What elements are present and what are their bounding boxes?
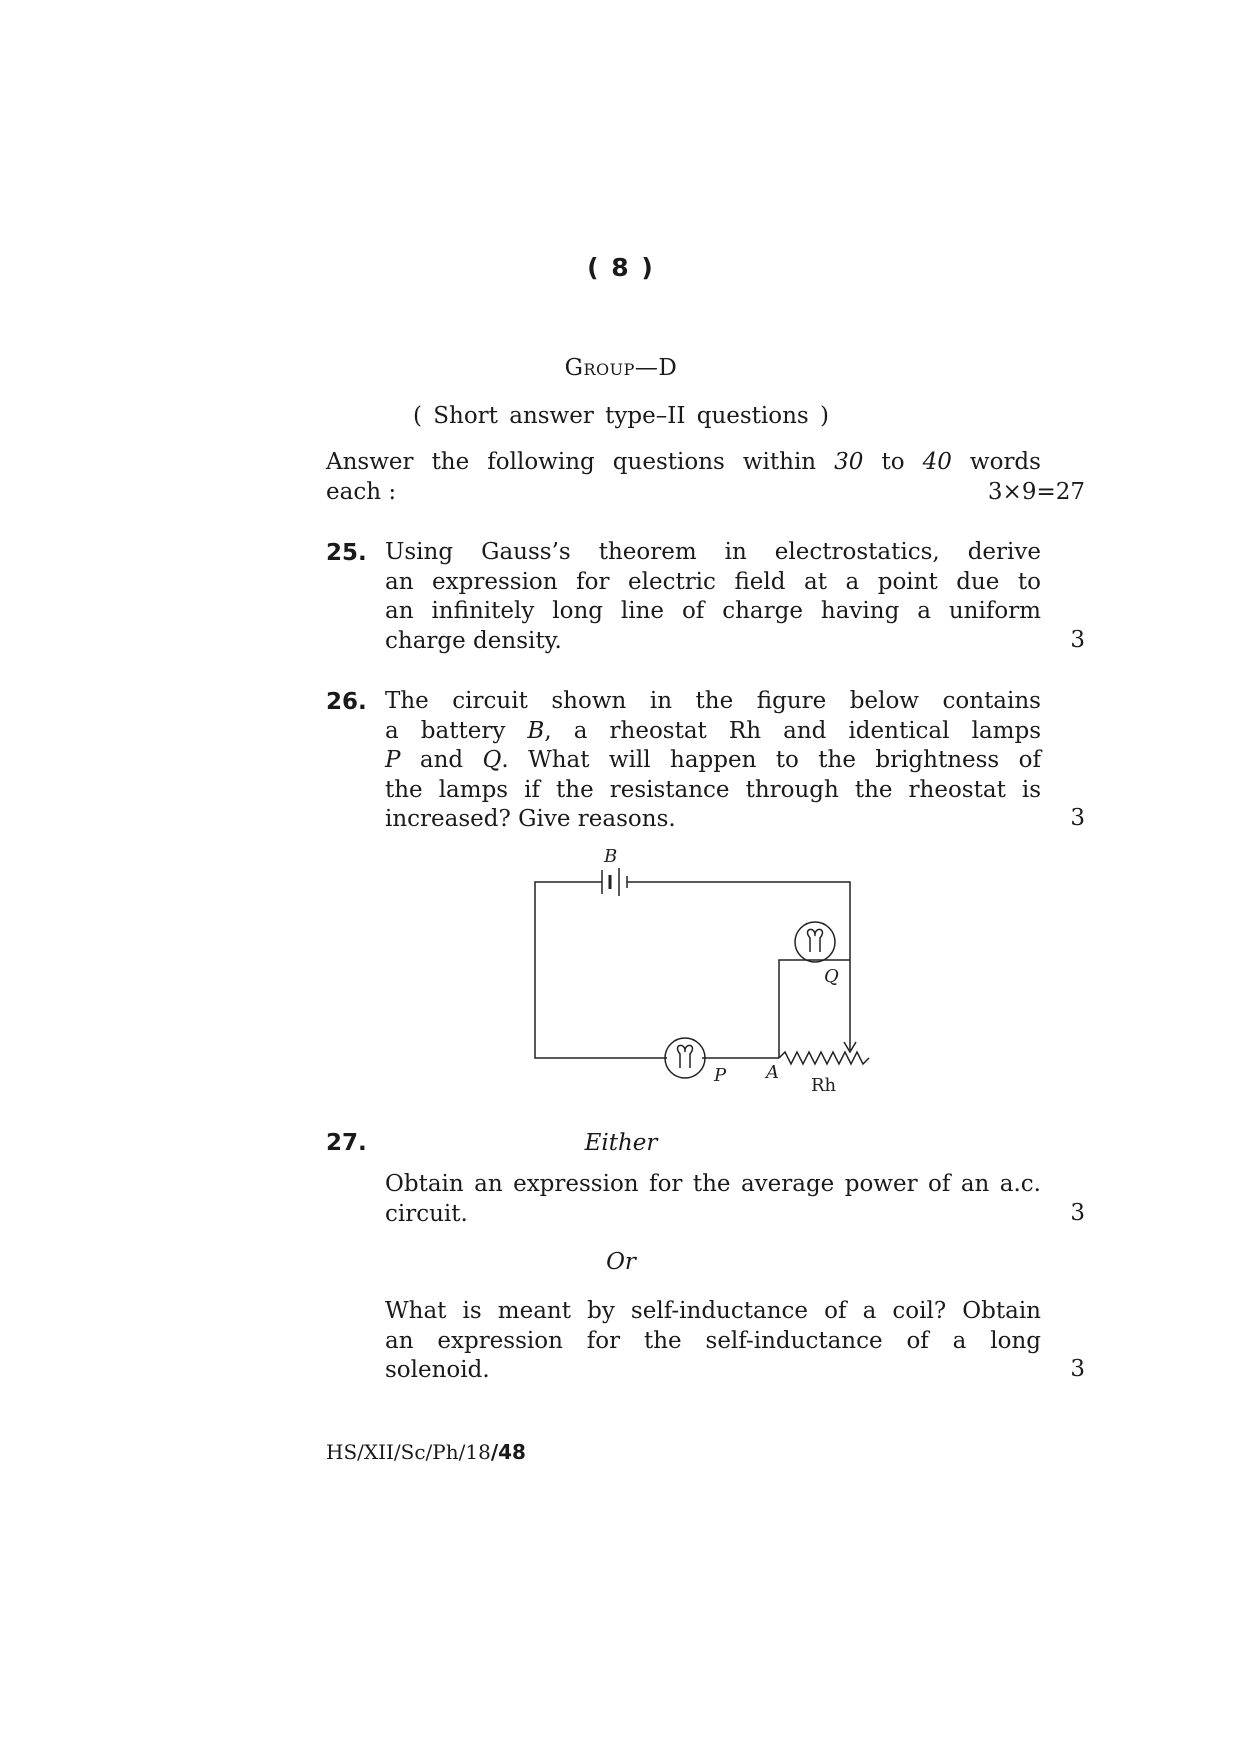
question-line: an infinitely long line of charge having a uniform — [385, 598, 1041, 624]
paper-code-main: HS/XII/Sc/Ph/18 — [326, 1440, 491, 1464]
question-line: an expression for electric field at a point due to — [385, 568, 1041, 595]
question-line: charge density. — [385, 627, 562, 654]
question-number-25: 25. — [326, 540, 367, 566]
label-q: Q — [824, 966, 839, 987]
rheostat-symbol — [779, 1052, 869, 1064]
instruction-word: 30 — [834, 449, 864, 475]
question-line: increased? Give reasons. — [385, 806, 676, 832]
instruction-word: within — [742, 449, 817, 475]
label-p: P — [714, 1065, 727, 1086]
label-a: A — [766, 1062, 779, 1083]
question-25-marks: 3 — [1070, 627, 1085, 653]
group-title: Group—D — [564, 355, 678, 381]
instruction-word: 40 — [922, 449, 952, 475]
battery-symbol — [602, 868, 627, 896]
question-25-text — [385, 538, 1041, 656]
question-27-or-marks: 3 — [1070, 1356, 1085, 1382]
question-number-27: 27. — [326, 1130, 367, 1156]
instruction-line-1 — [326, 448, 1041, 478]
instruction-word: words — [969, 449, 1041, 475]
question-26-marks: 3 — [1070, 805, 1085, 831]
circuit-diagram — [520, 840, 890, 1100]
lamp-p-symbol — [665, 1038, 705, 1078]
instruction-word: questions — [612, 449, 725, 475]
question-line: Using Gauss’s theorem in electrostatics, derive — [385, 539, 1041, 565]
question-line: P and Q. What will happen to the brightness of — [385, 747, 1041, 773]
question-line: Obtain an expression for the average power of an a.c. — [385, 1171, 1041, 1197]
page-number: ( 8 ) — [587, 253, 655, 282]
paper-code — [326, 1440, 526, 1464]
paper-code-suffix: /48 — [490, 1440, 526, 1464]
either-label: Either — [584, 1130, 658, 1156]
circuit-wire — [535, 882, 667, 1058]
instruction-line-2: each : — [326, 479, 397, 505]
instruction-word: following — [487, 449, 595, 475]
question-line: The circuit shown in the figure below contains — [385, 688, 1041, 714]
total-marks: 3×9=27 — [987, 479, 1085, 505]
instruction-word: the — [431, 449, 470, 475]
question-26-text — [385, 687, 1041, 835]
or-label: Or — [606, 1249, 636, 1275]
question-27-either-text — [385, 1170, 1041, 1229]
circuit-wire — [779, 960, 850, 1058]
instruction-word: to — [881, 449, 905, 475]
question-line: What is meant by self-inductance of a coil? Obtain — [385, 1298, 1041, 1324]
question-line: an expression for the self-inductance of a long — [385, 1327, 1041, 1354]
question-line: a battery B, a rheostat Rh and identical lamps — [385, 717, 1041, 744]
question-line: solenoid. — [385, 1357, 490, 1383]
label-rh: Rh — [811, 1075, 837, 1096]
question-27-or-text — [385, 1297, 1041, 1386]
section-subtitle: ( Short answer type–II questions ) — [412, 403, 830, 429]
question-27-either-marks: 3 — [1070, 1200, 1085, 1226]
question-line: the lamps if the resistance through the rheostat is — [385, 776, 1041, 803]
question-number-26: 26. — [326, 689, 367, 715]
question-line: circuit. — [385, 1200, 468, 1227]
circuit-wire — [627, 882, 850, 1050]
instruction-word: Answer — [326, 449, 414, 475]
lamp-q-symbol — [795, 922, 835, 962]
label-b: B — [604, 846, 618, 867]
